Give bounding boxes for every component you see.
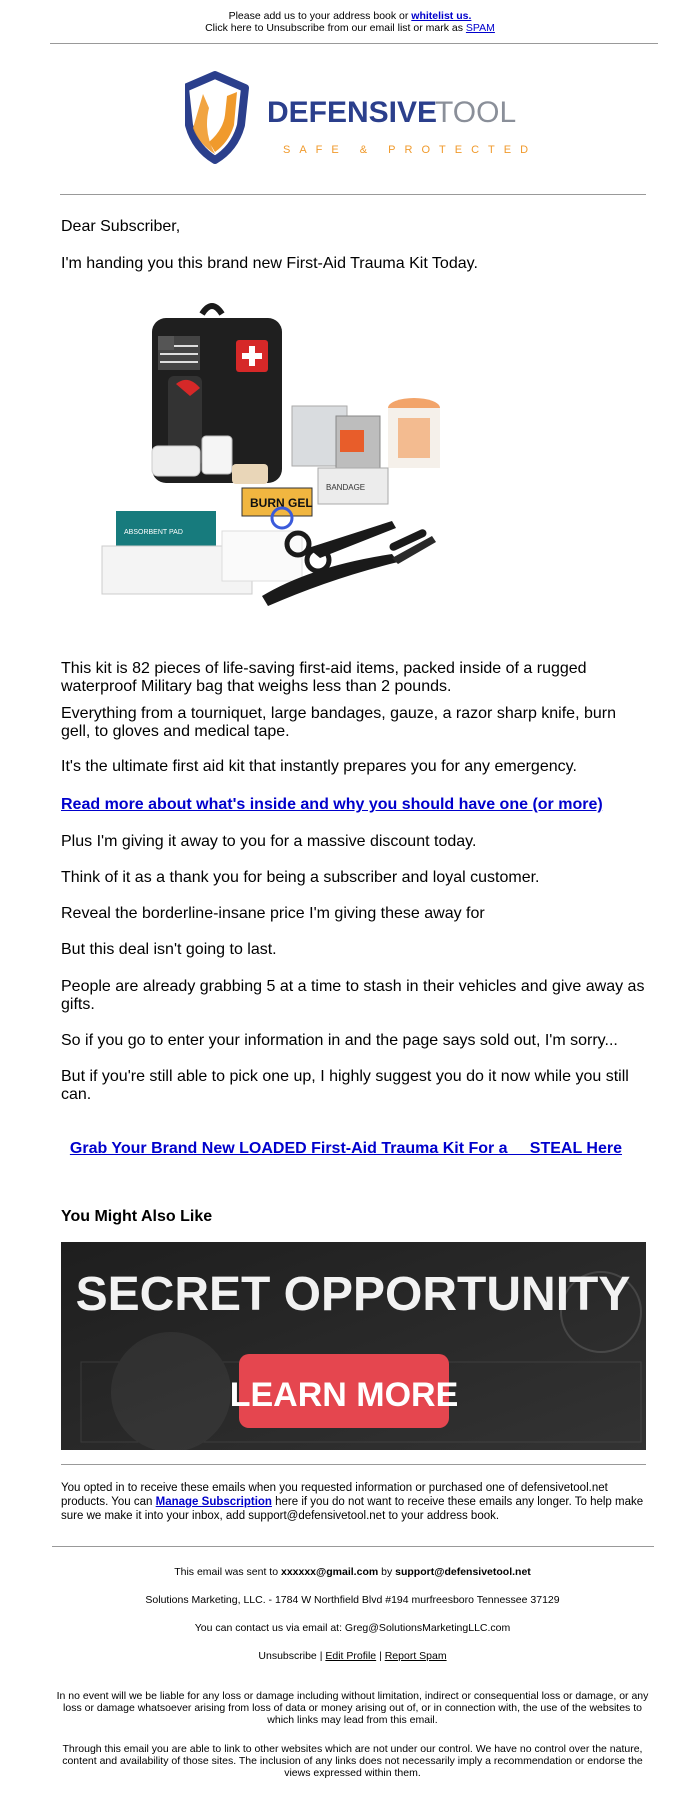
footer-separator: |	[319, 1650, 323, 1662]
divider	[50, 43, 658, 44]
secret-opportunity-banner[interactable]	[61, 1242, 646, 1450]
preheader-line-2	[0, 22, 700, 34]
sent-by-text: by	[381, 1566, 393, 1578]
body-paragraph-7: But this deal isn't going to last.	[61, 941, 277, 958]
sent-to-line	[50, 1566, 655, 1578]
support-email: support@defensivetool.net	[395, 1566, 531, 1578]
preheader-text-1: Please add us to your address book or	[228, 10, 409, 22]
edit-profile-link[interactable]: Edit Profile	[325, 1650, 377, 1662]
divider	[60, 194, 646, 195]
contact-line: You can contact us via email at: Greg@SolutionsMarketingLLC.com	[194, 1622, 511, 1634]
body-paragraph-8: People are already grabbing 5 at a time to stash in their vehicles and give away as gifts.	[61, 978, 645, 1013]
medical-tape-icon	[388, 398, 440, 468]
optin-text-1: You opted in to receive these emails when you requested information or purchased one of defensivetool.net products. You can	[61, 1482, 608, 1508]
burn-gel-icon	[242, 488, 313, 516]
sent-to-prefix: This email was sent to	[174, 1566, 279, 1578]
divider	[52, 1546, 654, 1547]
bandage-label: BANDAGE	[326, 483, 366, 492]
footer-separator: |	[379, 1650, 382, 1662]
spam-link[interactable]: SPAM	[465, 22, 495, 34]
whitelist-link[interactable]: whitelist us.	[411, 10, 472, 22]
preheader-text-2: Click here to Unsubscribe from our email list or mark as	[205, 22, 463, 34]
optin-text-2: here if you do not want to receive these emails any longer. To help make sure we make it into your inbox, add support@defensivetool.net to your address book.	[61, 1496, 644, 1522]
manage-subscription-link[interactable]: Manage Subscription	[155, 1496, 272, 1508]
body-paragraph-1: This kit is 82 pieces of life-saving first-aid items, packed inside of a rugged waterproof Military bag that weighs less than 2 pounds.	[61, 660, 587, 695]
optin-notice	[61, 1481, 646, 1523]
grab-kit-link-wrap	[61, 1122, 646, 1158]
absorbent-pad-label: ABSORBENT PAD	[124, 529, 183, 536]
body-paragraph-2: Everything from a tourniquet, large bandages, gauze, a razor sharp knife, burn gell, to gloves and medical tape.	[61, 705, 616, 740]
read-more-link-wrap	[61, 796, 646, 814]
body-paragraph-9: So if you go to enter your information in and the page says sold out, I'm sorry...	[61, 1032, 618, 1049]
report-spam-link[interactable]: Report Spam	[384, 1650, 447, 1662]
shield-icon	[185, 75, 245, 160]
body-paragraph-4: Plus I'm giving it away to you for a massive discount today.	[61, 833, 477, 850]
preheader-line-1	[0, 10, 700, 22]
read-more-link[interactable]: Read more about what's inside and why you should have one (or more)	[61, 796, 603, 813]
intro-text: I'm handing you this brand new First-Aid Trauma Kit Today.	[61, 255, 478, 272]
burn-gel-label: BURN GEL	[250, 496, 313, 510]
logo-name-light: TOOL	[435, 96, 517, 129]
recipient-email: xxxxxx@gmail.com	[280, 1566, 379, 1578]
body-paragraph-6: Reveal the borderline-insane price I'm giving these away for	[61, 905, 485, 922]
liability-disclaimer: In no event will we be liable for any loss or damage including without limitation, indirect or consequential loss or damage, or any loss or damage whatsoever arising from loss of data or money arising out of, or in connection with, the use of the websites to which links may lead from this email.	[56, 1690, 649, 1726]
body-paragraph-3: It's the ultimate first aid kit that instantly prepares you for any emergency.	[61, 758, 577, 775]
body-paragraph-10: But if you're still able to pick one up, I highly suggest you do it now while you still can.	[61, 1068, 629, 1103]
external-links-disclaimer: Through this email you are able to link to other websites which are not under our control. We have no control over the nature, content and availability of those sites. The inclusion of any links does not necessarily imply a recommendation or endorse the views expressed within them.	[62, 1743, 643, 1779]
banner-title: SECRET OPPORTUNITY	[75, 1268, 631, 1321]
trauma-kit-image[interactable]	[92, 296, 472, 611]
logo-tagline: SAFE & PROTECTED	[283, 144, 538, 156]
logo-name-bold: DEFENSIVE	[267, 96, 438, 129]
greeting: Dear Subscriber,	[61, 218, 181, 235]
grab-kit-link[interactable]: Grab Your Brand New LOADED First-Aid Trauma Kit For a STEAL Here	[69, 1140, 622, 1157]
unsubscribe-link[interactable]: Unsubscribe	[258, 1650, 317, 1662]
footer-links	[50, 1650, 655, 1662]
body-paragraph-5: Think of it as a thank you for being a subscriber and loyal customer.	[61, 869, 540, 886]
defensivetool-logo[interactable]	[185, 70, 545, 165]
learn-more-label: LEARN MORE	[229, 1376, 459, 1414]
you-might-also-like-heading: You Might Also Like	[61, 1208, 213, 1225]
company-address: Solutions Marketing, LLC. - 1784 W Northfield Blvd #194 murfreesboro Tennessee 37129	[145, 1594, 560, 1606]
banner-graphic	[61, 1242, 646, 1450]
preheader	[0, 10, 700, 34]
divider	[61, 1464, 646, 1465]
